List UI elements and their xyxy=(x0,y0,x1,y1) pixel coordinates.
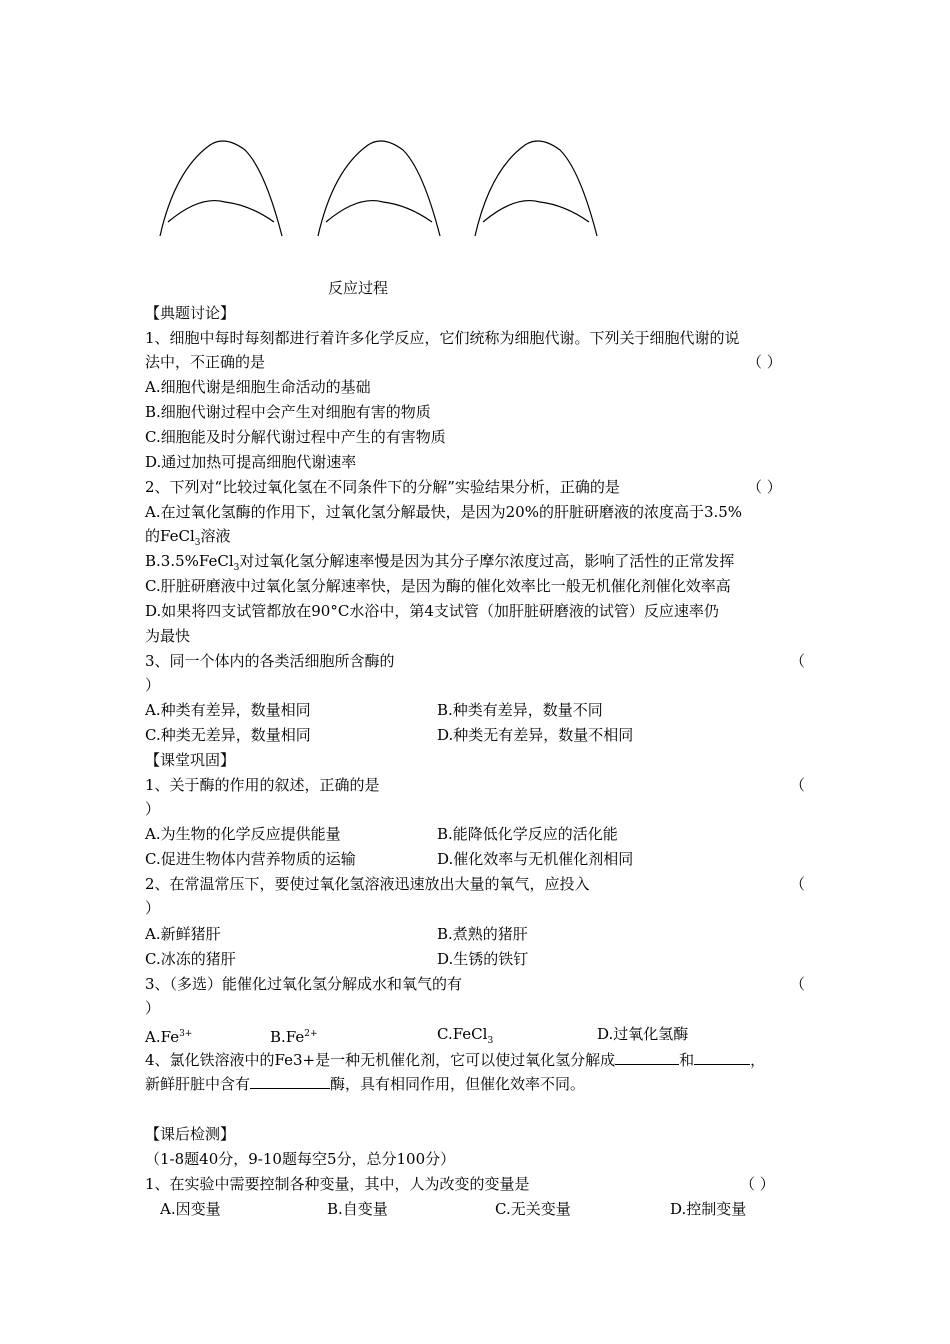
practice-q3-option-d: D.过氧化氢酶 xyxy=(597,1025,689,1043)
example-q3-option-c: C.种类无差异，数量相同 xyxy=(145,726,311,744)
energy-curve-1 xyxy=(160,141,282,236)
practice-q4-line1: 4、氯化铁溶液中的Fe3+是一种无机催化剂，它可以使过氧化氢分解成 和 ， xyxy=(145,1051,766,1069)
example-q1-option-d: D.通过加热可提高细胞代谢速率 xyxy=(145,453,357,471)
example-q2-option-d-line1: D.如果将四支试管都放在90°C水浴中，第4支试管（加肝脏研磨液的试管）反应速率仍 xyxy=(145,602,719,620)
section-heading-practice: 【课堂巩固】 xyxy=(145,751,236,769)
practice-q2-option-a: A.新鲜猪肝 xyxy=(145,925,221,943)
practice-q2-stem: 2、在常温常压下，要使过氧化氢溶液迅速放出大量的氧气，应投入 xyxy=(145,875,590,893)
example-q2-option-b: B.3.5%FeCl$_3$对过氧化氢分解速率慢是因为其分子摩尔浓度过高，影响了活性的正常发挥 xyxy=(145,552,735,573)
example-q2-stem: 2、下列对“比较过氧化氢在不同条件下的分解”实验结果分析，正确的是 xyxy=(145,478,620,496)
example-q1-line1: 1、细胞中每时每刻都进行着许多化学反应，它们统称为细胞代谢。下列关于细胞代谢的说 xyxy=(145,329,740,347)
practice-q3-option-a: $A.Fe^{3+}$ xyxy=(145,1028,193,1046)
practice-q1-paren-close: ） xyxy=(145,800,161,818)
example-q1-option-b: B.细胞代谢过程中会产生对细胞有害的物质 xyxy=(145,403,431,421)
test-q1-answer-paren: （ ） xyxy=(740,1175,775,1193)
practice-q1-stem: 1、关于酶的作用的叙述，正确的是 xyxy=(145,776,380,794)
section-heading-examples: 【典题讨论】 xyxy=(145,304,236,322)
practice-q3-paren-open: （ xyxy=(790,975,806,993)
test-q1-option-b: B.自变量 xyxy=(327,1200,388,1218)
example-q2-option-c: C.肝脏研磨液中过氧化氢分解速率快，是因为酶的催化效率比一般无机催化剂催化效率高 xyxy=(145,577,731,595)
section-heading-test: 【课后检测】 xyxy=(145,1125,236,1143)
practice-q1-option-a: A.为生物的化学反应提供能量 xyxy=(145,825,341,843)
practice-q2-paren-open: （ xyxy=(790,875,806,893)
test-q1-option-a: A.因变量 xyxy=(160,1200,221,1218)
practice-q3-option-b: $B.Fe^{2+}$ xyxy=(270,1028,318,1046)
test-q1-option-c: C.无关变量 xyxy=(495,1200,571,1218)
example-q2-option-a-line2: 的FeCl$_3$溶液 xyxy=(145,527,231,548)
test-q1-option-d: D.控制变量 xyxy=(670,1200,747,1218)
example-q1-option-a: A.细胞代谢是细胞生命活动的基础 xyxy=(145,378,371,396)
practice-q2-paren-close: ） xyxy=(145,899,161,917)
practice-q3-stem: 3、（多选）能催化过氧化氢分解成水和氧气的有 xyxy=(145,975,463,993)
figure-caption: 反应过程 xyxy=(328,279,389,297)
answer-blank-2[interactable] xyxy=(694,1050,750,1065)
energy-curve-3 xyxy=(475,141,597,236)
practice-q3-option-c: C.FeCl$_3$ xyxy=(437,1025,494,1046)
example-q2-answer-paren: （ ） xyxy=(747,478,782,496)
example-q2-option-a-line1: A.在过氧化氢酶的作用下，过氧化氢分解最快，是因为20%的肝脏研磨液的浓度高于3.5% xyxy=(145,503,743,521)
practice-q4-line2: 新鲜肝脏中含有 酶，具有相同作用，但催化效率不同。 xyxy=(145,1075,586,1093)
example-q3-paren-open: （ xyxy=(790,652,806,670)
practice-q2-option-b: B.煮熟的猪肝 xyxy=(437,925,528,943)
practice-q1-option-d: D.催化效率与无机催化剂相同 xyxy=(437,850,634,868)
example-q3-option-d: D.种类无有差异，数量不相同 xyxy=(437,726,634,744)
practice-q3-paren-close: ） xyxy=(145,999,161,1017)
practice-q2-option-d: D.生锈的铁钉 xyxy=(437,950,529,968)
energy-curve-2 xyxy=(318,141,440,236)
answer-blank-3[interactable] xyxy=(250,1074,330,1089)
practice-q1-option-b: B.能降低化学反应的活化能 xyxy=(437,825,618,843)
reaction-energy-curves xyxy=(150,130,620,245)
practice-q1-option-c: C.促进生物体内营养物质的运输 xyxy=(145,850,356,868)
example-q2-option-d-line2: 为最快 xyxy=(145,627,191,645)
example-q1-line2: 法中，不正确的是 xyxy=(145,353,266,371)
practice-q2-option-c: C.冰冻的猪肝 xyxy=(145,950,236,968)
example-q3-option-a: A.种类有差异，数量相同 xyxy=(145,701,311,719)
practice-q1-paren-open: （ xyxy=(790,776,806,794)
example-q1-option-c: C.细胞能及时分解代谢过程中产生的有害物质 xyxy=(145,428,446,446)
test-q1-stem: 1、在实验中需要控制各种变量，其中，人为改变的变量是 xyxy=(145,1175,530,1193)
example-q1-answer-paren: （ ） xyxy=(747,353,782,371)
example-q3-option-b: B.种类有差异，数量不同 xyxy=(437,701,603,719)
test-scoring-note: （1-8题40分，9-10题每空5分，总分100分） xyxy=(145,1150,456,1168)
answer-blank-1[interactable] xyxy=(615,1050,679,1065)
example-q3-stem: 3、同一个体内的各类活细胞所含酶的 xyxy=(145,652,395,670)
example-q3-paren-close: ） xyxy=(145,676,161,694)
